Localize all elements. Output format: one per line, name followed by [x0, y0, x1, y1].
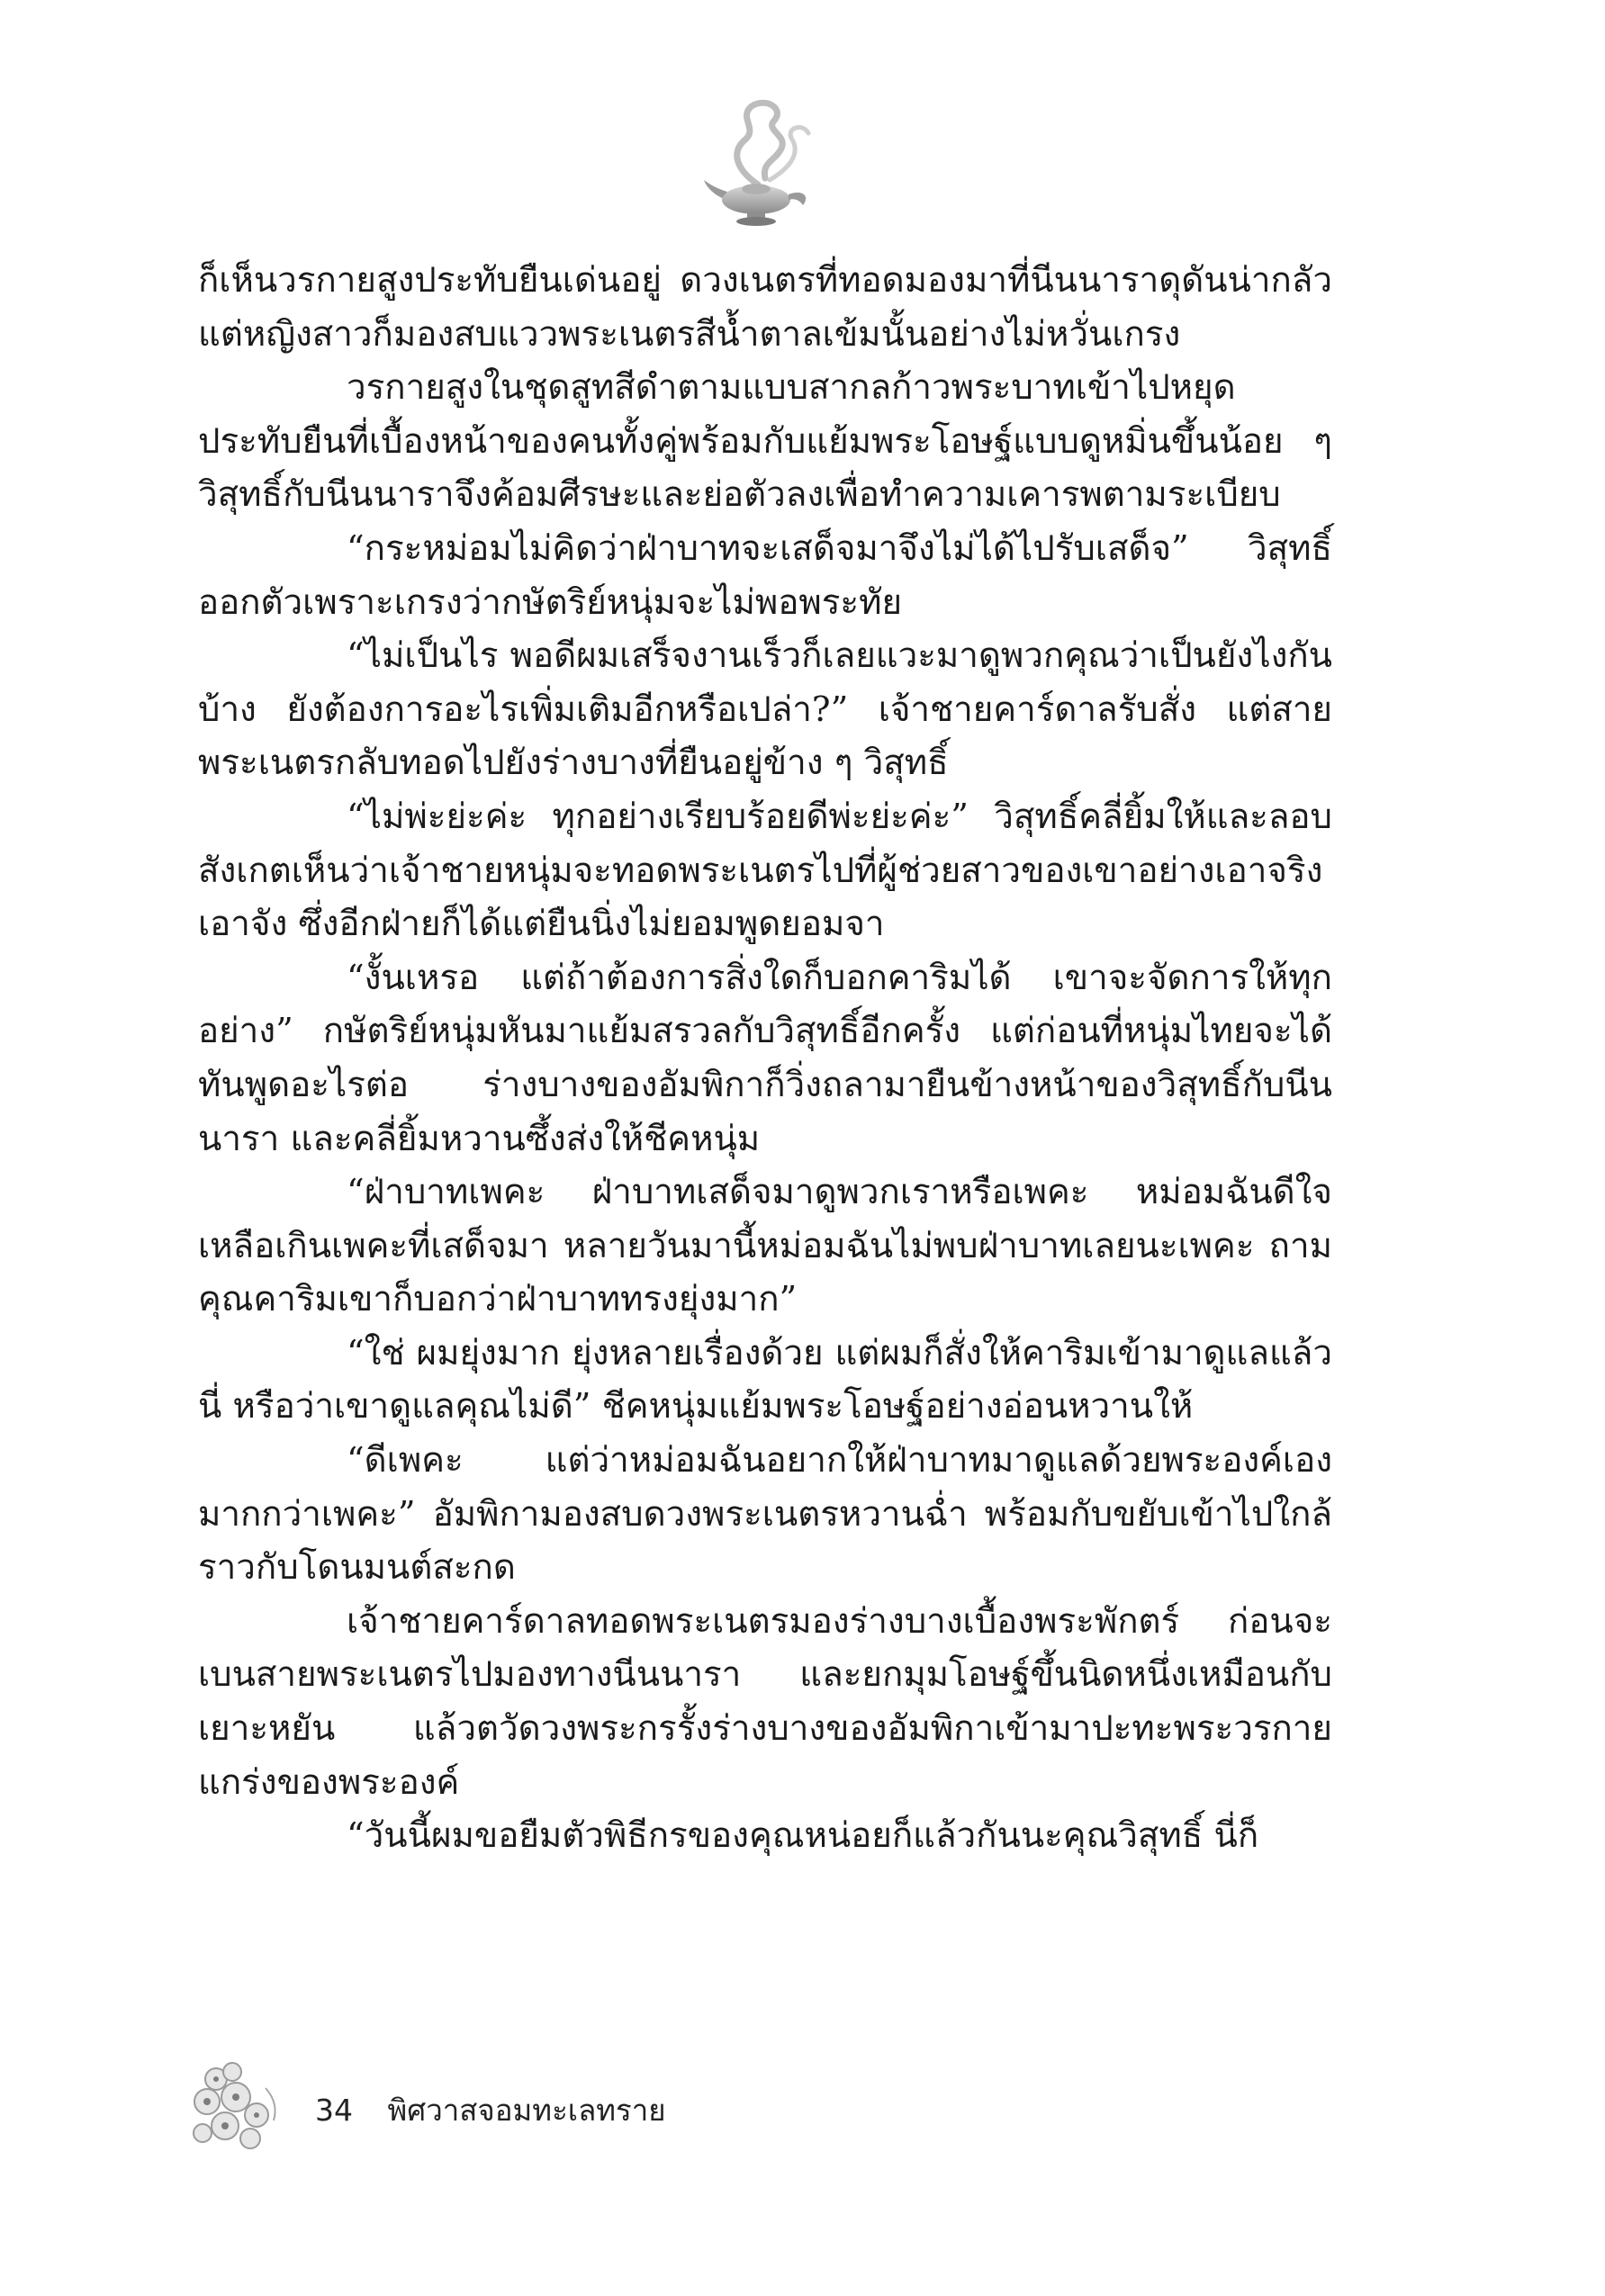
paragraph: “ฝ่าบาทเพคะ ฝ่าบาทเสด็จมาดูพวกเราหรือเพคะ หม่อมฉันดีใจเหลือเกินเพคะที่เสด็จมา หลายวันมานี้หม่อมฉันไม่พบฝ่าบาทเลยนะเพคะ ถามคุณคาริมเขาก็บอกว่าฝ่าบาททรงยุ่งมาก”: [198, 1172, 1332, 1320]
paragraph: “งั้นเหรอ แต่ถ้าต้องการสิ่งใดก็บอกคาริมได้ เขาจะจัดการให้ทุกอย่าง” กษัตริย์หนุ่มหันมาแย้มสรวลกับวิสุทธิ์อีกครั้ง แต่ก่อนที่หนุ่มไทยจะได้ทันพูดอะไรต่อ ร่างบางของอัมพิกาก็วิ่งถลามายืนข้างหน้าของวิสุทธิ์กับนีนนารา และคลี่ยิ้มหวานซึ้งส่งให้ชีคหนุ่ม: [198, 957, 1332, 1159]
body-text: [198, 254, 1332, 1863]
flower-ornament-icon: [180, 2052, 288, 2160]
paragraph: “วันนี้ผมขอยืมตัวพิธีกรของคุณหน่อยก็แล้วกันนะคุณวิสุทธิ์ นี่ก็: [347, 1815, 1259, 1857]
magic-lamp-icon: [702, 99, 819, 234]
paragraph: ก็เห็นวรกายสูงประทับยืนเด่นอยู่ ดวงเนตรที่ทอดมองมาที่นีนนาราดุดันน่ากลัว แต่หญิงสาวก็มองสบแววพระเนตรสีน้ำตาลเข้มนั้นอย่างไม่หวั่นเกรง: [198, 260, 1332, 355]
paragraph: เจ้าชายคาร์ดาลทอดพระเนตรมองร่างบางเบื้องพระพักตร์ ก่อนจะเบนสายพระเนตรไปมองทางนีนนารา และยกมุมโอษฐ์ขึ้นนิดหนึ่งเหมือนกับเยาะหยัน แล้วตวัดวงพระกรรั้งร่างบางของอัมพิกาเข้ามาปะทะพระวรกายแกร่งของพระองค์: [198, 1600, 1332, 1803]
paragraph: “ดีเพคะ แต่ว่าหม่อมฉันอยากให้ฝ่าบาทมาดูแลด้วยพระองค์เองมากกว่าเพคะ” อัมพิกามองสบดวงพระเนตรหวานฉ่ำ พร้อมกับขยับเข้าไปใกล้ราวกับโดนมนต์สะกด: [198, 1440, 1332, 1589]
paragraph: วรกายสูงในชุดสูทสีดำตามแบบสากลก้าวพระบาทเข้าไปหยุดประทับยืนที่เบื้องหน้าของคนทั้งคู่พร้อมกับแย้มพระโอษฐ์แบบดูหมิ่นขึ้นน้อย ๆ วิสุทธิ์กับนีนนาราจึงค้อมศีรษะและย่อตัวลงเพื่อทำความเคารพตามระเบียบ: [198, 367, 1332, 516]
page-number: 34: [315, 2093, 353, 2128]
book-title: พิศวาสจอมทะเลทราย: [387, 2093, 666, 2128]
paragraph: “กระหม่อมไม่คิดว่าฝ่าบาทจะเสด็จมาจึงไม่ได้ไปรับเสด็จ” วิสุทธิ์ออกตัวเพราะเกรงว่ากษัตริย์หนุ่มจะไม่พอพระทัย: [198, 527, 1332, 623]
paragraph: “ไม่เป็นไร พอดีผมเสร็จงานเร็วก็เลยแวะมาดูพวกคุณว่าเป็นยังไงกันบ้าง ยังต้องการอะไรเพิ่มเติมอีกหรือเปล่า?” เจ้าชายคาร์ดาลรับสั่ง แต่สายพระเนตรกลับทอดไปยังร่างบางที่ยืนอยู่ข้าง ๆ วิสุทธิ์: [198, 635, 1332, 784]
paragraph: “ใช่ ผมยุ่งมาก ยุ่งหลายเรื่องด้วย แต่ผมก็สั่งให้คาริมเข้ามาดูแลแล้วนี่ หรือว่าเขาดูแลคุณไม่ดี” ชีคหนุ่มแย้มพระโอษฐ์อย่างอ่อนหวานให้: [198, 1332, 1332, 1427]
page-footer: [315, 2086, 666, 2134]
paragraph: “ไม่พ่ะย่ะค่ะ ทุกอย่างเรียบร้อยดีพ่ะย่ะค่ะ” วิสุทธิ์คลี่ยิ้มให้และลอบสังเกตเห็นว่าเจ้าชายหนุ่มจะทอดพระเนตรไปที่ผู้ช่วยสาวของเขาอย่างเอาจริงเอาจัง ซึ่งอีกฝ่ายก็ได้แต่ยืนนิ่งไม่ยอมพูดยอมจา: [198, 796, 1332, 945]
